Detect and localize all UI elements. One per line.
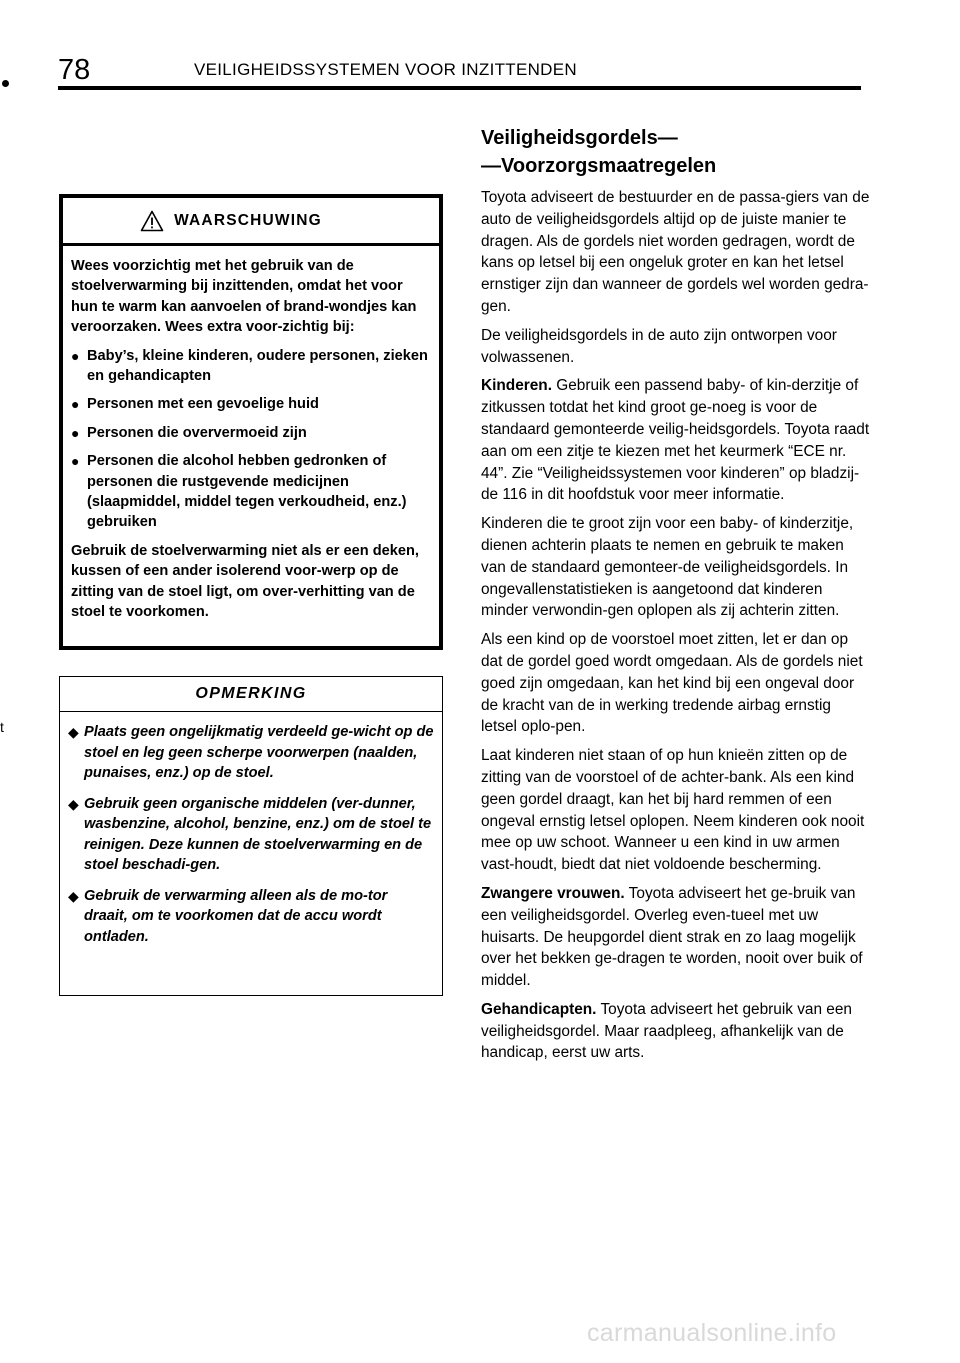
note-header xyxy=(60,677,442,712)
header-rule xyxy=(58,86,861,90)
header-dot xyxy=(2,80,9,87)
section-title-line1: Veiligheidsgordels— xyxy=(481,127,678,149)
note-body xyxy=(60,712,442,947)
warning-bullet: ● Personen die oververmoeid zijn xyxy=(71,423,431,443)
note-title: OPMERKING xyxy=(195,685,307,702)
paragraph-standing: Laat kinderen niet staan of op hun knieën zitten op de zitting van de voorstoel of de achter-bank. Als een kind geen gordel draagt, kan het bij hard remmen of een ongeval ernstig letsel oplopen. Neem kinderen ook nooit mee op uw schoot. Wanneer u een kind in uw armen vast-houdt, biedt dat niet voldoende bescherming. xyxy=(481,747,865,874)
paragraph-disabled xyxy=(481,999,871,1064)
disabled-text: Toyota adviseert het gebruik van een veiligheidsgordel. Maar raadpleeg, afhankelijk van de handicap, eerst uw arts. xyxy=(481,1000,852,1062)
margin-mark: t xyxy=(0,719,4,735)
warning-triangle-icon xyxy=(140,210,164,232)
warning-title: WAARSCHUWING xyxy=(174,211,322,229)
children-text: Gebruik een passend baby- of kin-derzitje of zitkussen totdat het kind groot ge-noeg is voor de standaard gemonteerde veilig-heidsgordels. Toyota raadt aan om een zitje te kiezen met het keurmerk “ECE nr. 44”. Zie “Veiligheidssystemen voor kinderen” op bladzij-de 116 in dit hoofdstuk voor meer informatie. xyxy=(481,377,870,504)
note-list xyxy=(68,722,434,947)
section-title-line2: —Voorzorgsmaatregelen xyxy=(481,155,717,177)
paragraph-adults: De veiligheidsgordels in de auto zijn ontworpen voor volwassenen. xyxy=(481,326,837,366)
disabled-lead: Gehandicapten. xyxy=(481,1000,597,1018)
paragraph-pregnant xyxy=(481,883,871,992)
warning-closing: Gebruik de stoelverwarming niet als er een deken, kussen of een ander isolerend voor-werp op de zitting van de stoel ligt, om over-verhitting van de stoel te voorkomen. xyxy=(71,542,419,621)
watermark: carmanualsonline.info xyxy=(587,1319,837,1347)
note-bullet: ◆ Gebruik de verwarming alleen als de mo-tor draait, om te voorkomen dat de accu wordt ontladen. xyxy=(68,886,434,948)
warning-box xyxy=(59,194,443,650)
paragraph-older-children: Kinderen die te groot zijn voor een baby- of kinderzitje, dienen achterin plaats te nemen en gebruik te maken van de standaard gemonteer-de veiligheidsgordels. In ongevallenstatistieken is aangetoond dat kinderen minder verwondin-gen oplopen als zij achterin zitten. xyxy=(481,515,854,620)
paragraph-intro: Toyota adviseert de bestuurder en de passa-giers van de auto de veiligheidsgordels altijd op de juiste manier te dragen. Als de gordels niet worden gedragen, wordt de kans op letsel bij een ongeluk groter en kan het letsel ernstiger zijn dan wanneer de gordels wel worden gedra-gen. xyxy=(481,189,870,315)
seatbelt-section xyxy=(481,124,871,1071)
warning-header xyxy=(63,198,439,246)
warning-bullet: ● Personen die alcohol hebben gedronken of personen die rustgevende medicijnen (slaapmiddel, middel tegen verkoudheid, enz.) gebruiken xyxy=(71,451,431,533)
warning-body xyxy=(63,246,439,623)
children-lead: Kinderen. xyxy=(481,377,552,395)
paragraph-children xyxy=(481,375,871,506)
paragraph-front-seat: Als een kind op de voorstoel moet zitten, let er dan op dat de gordel goed wordt omgedaan. Als de gordels niet goed zijn omgedaan, kan het kind bij een ongeval door de kracht van de in werking tredende airbag ernstig letsel oplo-pen. xyxy=(481,631,863,736)
note-bullet: ◆ Plaats geen ongelijkmatig verdeeld ge-wicht op de stoel en leg geen scherpe voorwerpen (naalden, punaises, enz.) op de stoel. xyxy=(68,722,434,784)
warning-bullet: ● Baby’s, kleine kinderen, oudere personen, zieken en gehandicapten xyxy=(71,346,431,387)
warning-intro: Wees voorzichtig met het gebruik van de stoelverwarming bij inzittenden, omdat het voor hun te warm kan aanvoelen of brand-wondjes kan veroorzaken. Wees extra voor-zichtig bij: xyxy=(71,258,417,336)
page-header-title: VEILIGHEIDSSYSTEMEN VOOR INZITTENDEN xyxy=(194,60,577,79)
warning-bullet: ● Personen met een gevoelige huid xyxy=(71,394,431,414)
note-bullet: ◆ Gebruik geen organische middelen (ver-dunner, wasbenzine, alcohol, benzine, enz.) om de stoel te reinigen. Deze kunnen de stoelverwarming en de stoel beschadi-gen. xyxy=(68,794,434,876)
note-box xyxy=(59,676,443,996)
warning-list xyxy=(71,346,431,533)
section-title xyxy=(481,124,871,180)
pregnant-text: Toyota adviseert het ge-bruik van een veiligheidsgordel. Overleg even-tueel met uw huisarts. De heupgordel dient strak en zo laag mogelijk over het bekken ge-dragen te worden, nooit over buik of middel. xyxy=(481,884,863,990)
pregnant-lead: Zwangere vrouwen. xyxy=(481,884,625,902)
page-number: 78 xyxy=(58,54,91,86)
